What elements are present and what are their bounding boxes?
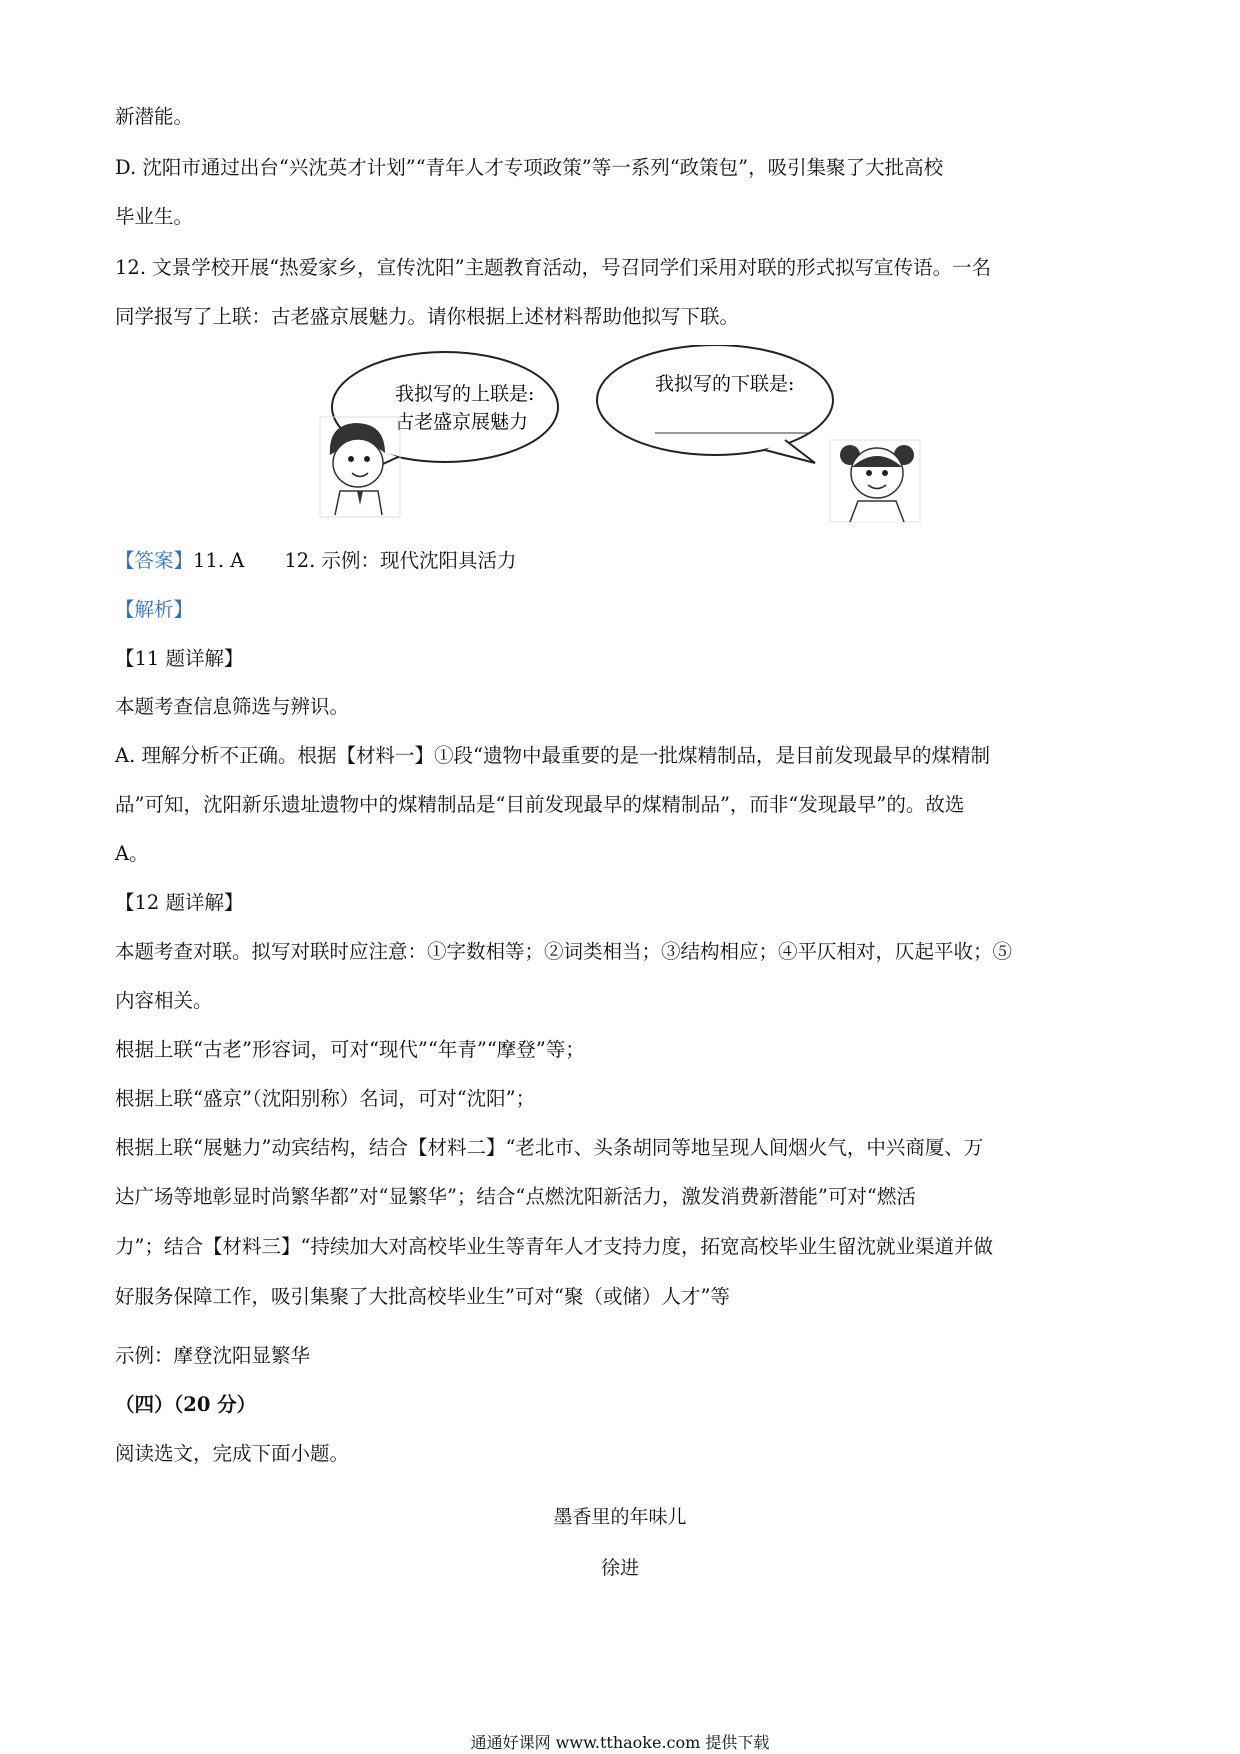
text-line: 根据上联“盛京”（沈阳别称）名词，可对“沈阳”；: [115, 1087, 536, 1110]
answer-tag: 【答案】: [115, 549, 194, 572]
text-line: A。: [115, 842, 149, 865]
couplet-illustration: [310, 345, 930, 525]
girl-icon: [830, 440, 920, 522]
text-line: 本题考查对联。拟写对联时应注意：①字数相等；②词类相当；③结构相应；④平仄相对，仄起平收；⑤: [115, 940, 1013, 963]
option-d-line: D. 沈阳市通过出台“兴沈英才计划”“青年人才专项政策”等一系列“政策包”，吸引集聚了大批高校: [115, 156, 944, 179]
text-line: 根据上联“展魅力”动宾结构，结合【材料二】“老北市、头条胡同等地呈现人间烟火气，中兴商厦、万: [115, 1136, 984, 1159]
answer-line: [115, 548, 517, 574]
analysis-tag: 【解析】: [115, 598, 194, 621]
text-line: 内容相关。: [115, 989, 213, 1012]
detail-12-title: 【12 题详解】: [115, 891, 244, 914]
text-line: 根据上联“古老”形容词，可对“现代”“年青”“摩登”等；: [115, 1038, 585, 1061]
answer-12: 12. 示例：现代沈阳具活力: [284, 549, 517, 572]
text-line: 力”；结合【材料三】“持续加大对高校毕业生等青年人才支持力度，拓宽高校毕业生留沈就业渠道并做: [115, 1235, 993, 1258]
answer-11: 11. A: [193, 549, 245, 572]
text-line: 品”可知，沈阳新乐遗址遗物中的煤精制品是“目前发现最早的煤精制品”，而非“发现最早”的。故选: [115, 793, 965, 816]
question-12-line: 12. 文景学校开展“热爱家乡，宣传沈阳”主题教育活动，号召同学们采用对联的形式拟写宣传语。一名: [115, 256, 992, 279]
article-title: 墨香里的年味儿: [553, 1506, 687, 1528]
left-bubble-text-1: 我拟写的上联是:: [395, 383, 535, 405]
section-instruction: 阅读选文，完成下面小题。: [115, 1442, 350, 1465]
page-footer: 通通好课网 www.tthaoke.com 提供下载: [470, 1733, 770, 1752]
text-line: 好服务保障工作，吸引集聚了大批高校毕业生”可对“聚（或储）人才”等: [115, 1285, 730, 1308]
right-speech-bubble: [597, 345, 833, 455]
example-line: 示例：摩登沈阳显繁华: [115, 1344, 311, 1367]
text-line: 新潜能。: [115, 105, 194, 128]
text-line: 毕业生。: [115, 205, 194, 228]
text-line: A. 理解分析不正确。根据【材料一】①段“遗物中最重要的是一批煤精制品，是目前发现最早的煤精制: [115, 744, 990, 767]
detail-11-title: 【11 题详解】: [115, 647, 244, 670]
section-title: （四）（20 分）: [115, 1393, 257, 1416]
text-line: 同学报写了上联：古老盛京展魅力。请你根据上述材料帮助他拟写下联。: [115, 305, 740, 328]
left-bubble-text-2: 古老盛京展魅力: [395, 411, 529, 433]
text-line: 本题考查信息筛选与辨识。: [115, 695, 350, 718]
article-author: 徐进: [600, 1557, 639, 1579]
right-bubble-text-1: 我拟写的下联是:: [655, 373, 795, 395]
text-line: 达广场等地彰显时尚繁华都”对“显繁华”；结合“点燃沈阳新活力，激发消费新潜能”可对“燃活: [115, 1185, 916, 1208]
